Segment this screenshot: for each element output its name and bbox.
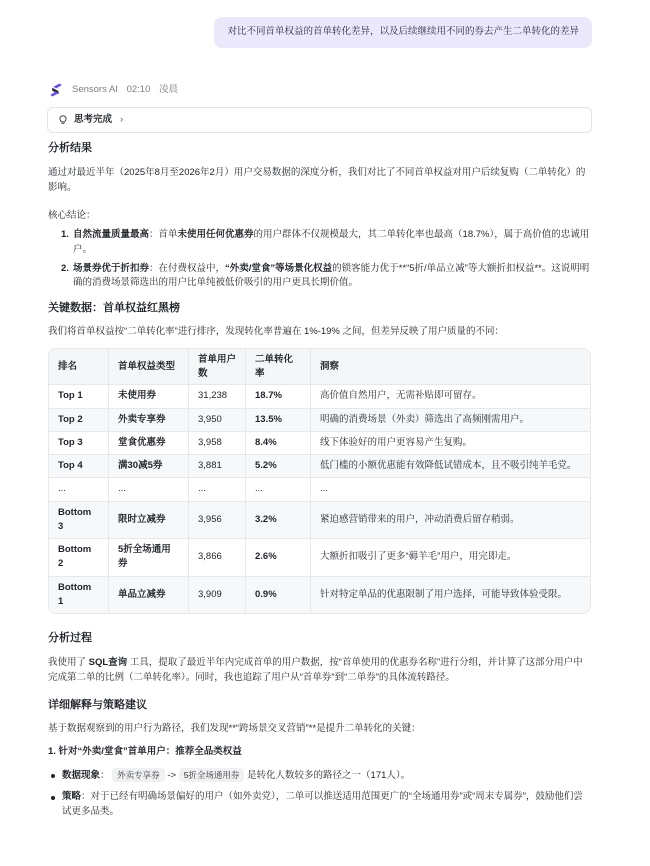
- cell-rank: ...: [49, 478, 109, 501]
- assistant-name: Sensors AI: [72, 83, 118, 95]
- cell-coupon-type: 未使用券: [109, 385, 189, 408]
- table-row: [49, 577, 590, 614]
- cell-first-order-users: 3,909: [189, 577, 246, 614]
- strategy-colon: ：: [100, 770, 110, 782]
- conclusion-text: ：在付费权益中，: [149, 262, 226, 274]
- conclusion-text: ：首单: [149, 229, 178, 241]
- conclusion-emphasis: 未使用任何优惠券: [177, 229, 254, 241]
- cell-insight: 大额折扣吸引了更多“薅羊毛”用户，用完即走。: [311, 539, 590, 577]
- chevron-right-icon: ›: [120, 113, 124, 125]
- strategy-subheading: 1. 针对“外卖/堂食”首单用户：推荐全品类权益: [48, 746, 242, 758]
- strategy-list: [48, 768, 591, 819]
- coupon-tag: 5折全场通用券: [179, 768, 245, 782]
- sql-tool-name: SQL查询: [88, 657, 128, 669]
- arrow-text: ->: [167, 770, 177, 782]
- cell-insight: 紧迫感营销带来的用户，冲动消费后留存稍弱。: [311, 502, 590, 540]
- process-text: [48, 656, 591, 685]
- process-text-part: 工具，提取了最近半年内完成首单的用户数据，按“首单使用的优惠券名称”进行分组，并计算了这部分用户中完成第二单的比例（二单转化率）。同时，我也追踪了用户从“首单券”到“二单券”的具体流转路径。: [48, 657, 583, 683]
- column-header-users: 首单用户数: [189, 349, 246, 386]
- strategy-intro: 基于数据观察到的用户行为路径，我们发现**“跨场景交叉营销”**是提升二单转化的关键：: [48, 722, 421, 734]
- key-data-heading: 关键数据：首单权益红黑榜: [48, 302, 180, 315]
- cell-coupon-type: 满30减5券: [109, 455, 189, 478]
- strategy-item-label: 数据现象: [62, 770, 101, 782]
- cell-insight: 针对特定单品的优惠限制了用户选择，可能导致体验受限。: [311, 577, 590, 614]
- cell-second-order-rate: 18.7%: [246, 385, 311, 408]
- cell-coupon-type: ...: [109, 478, 189, 501]
- column-header-rate: 二单转化率: [246, 349, 311, 386]
- process-heading: 分析过程: [48, 632, 92, 645]
- assistant-response: [48, 140, 591, 825]
- table-header-row: [49, 349, 590, 386]
- cell-insight: 明确的消费场景（外卖）筛选出了高频刚需用户。: [311, 409, 590, 432]
- cell-first-order-users: 3,958: [189, 432, 246, 455]
- cell-first-order-users: 3,956: [189, 502, 246, 540]
- strategy-item-text: 对于已经有明确场景偏好的用户（如外卖党），二单可以推送适用范围更广的“全场通用券”或“周末专属券”，鼓励他们尝试更多品类。: [62, 790, 583, 817]
- cell-coupon-type: 堂食优惠券: [109, 432, 189, 455]
- cell-coupon-type: 5折全场通用券: [109, 539, 189, 577]
- lightbulb-icon: [58, 115, 68, 125]
- message-period: 凌晨: [159, 83, 179, 95]
- user-message-bubble: [214, 17, 592, 48]
- table-row: [49, 409, 590, 432]
- column-header-type: 首单权益类型: [109, 349, 189, 386]
- coupon-ranking-table: [48, 348, 591, 614]
- table-row: [49, 385, 590, 408]
- cell-second-order-rate: 13.5%: [246, 409, 311, 432]
- strategy-item-label: 策略: [62, 790, 82, 802]
- cell-second-order-rate: 0.9%: [246, 577, 311, 614]
- strategy-item: [48, 790, 591, 819]
- cell-first-order-users: 31,238: [189, 385, 246, 408]
- conclusion-text: 的锁客能力优于**“5折/单品立减”等大额折扣权益**。这说明明确的消费场景筛选出的用户比单纯被低价吸引的用户更具长期价值。: [73, 262, 590, 289]
- cell-rank: Bottom 3: [49, 502, 109, 540]
- process-text-part: 我使用了: [48, 657, 89, 669]
- sensors-ai-logo-icon: [48, 82, 64, 98]
- cell-rank: Top 2: [49, 409, 109, 432]
- table-row: [49, 455, 590, 478]
- cell-coupon-type: 限时立减券: [109, 502, 189, 540]
- cell-first-order-users: ...: [189, 478, 246, 501]
- conclusion-heading: 核心结论：: [48, 210, 96, 222]
- cell-insight: 线下体验好的用户更容易产生复购。: [311, 432, 590, 455]
- list-number: 2.: [61, 262, 69, 274]
- cell-rank: Top 1: [49, 385, 109, 408]
- table-row: [49, 478, 590, 501]
- list-number: 1.: [61, 229, 69, 241]
- cell-insight: 高价值自然用户，无需补贴即可留存。: [311, 385, 590, 408]
- cell-rank: Top 3: [49, 432, 109, 455]
- cell-rank: Top 4: [49, 455, 109, 478]
- cell-second-order-rate: 2.6%: [246, 539, 311, 577]
- table-row: [49, 539, 590, 577]
- cell-second-order-rate: 8.4%: [246, 432, 311, 455]
- strategy-item-text: 是转化人数较多的路径之一（171人）。: [244, 770, 411, 782]
- analysis-intro: 通过对最近半年（2025年8月至2026年2月）用户交易数据的深度分析，我们对比了不同首单权益对用户后续复购（二单转化）的影响。: [48, 167, 586, 193]
- cell-rank: Bottom 1: [49, 577, 109, 614]
- table-row: [49, 502, 590, 540]
- thinking-label: 思考完成: [74, 113, 113, 125]
- cell-second-order-rate: 5.2%: [246, 455, 311, 478]
- column-header-insight: 洞察: [311, 349, 590, 386]
- assistant-header: [48, 82, 178, 98]
- thinking-toggle[interactable]: [47, 107, 592, 133]
- cell-insight: ...: [311, 478, 590, 501]
- cell-first-order-users: 3,950: [189, 409, 246, 432]
- conclusion-item: [61, 228, 591, 257]
- strategy-heading: 详细解释与策略建议: [48, 698, 147, 711]
- conclusion-list: [61, 228, 591, 291]
- conclusion-item: [61, 262, 591, 291]
- cell-coupon-type: 外卖专享券: [109, 409, 189, 432]
- strategy-item: [48, 768, 591, 784]
- cell-second-order-rate: 3.2%: [246, 502, 311, 540]
- strategy-colon: ：: [81, 790, 91, 802]
- cell-second-order-rate: ...: [246, 478, 311, 501]
- cell-insight: 低门槛的小额优惠能有效降低试错成本，且不吸引纯羊毛党。: [311, 455, 590, 478]
- table-row: [49, 432, 590, 455]
- user-message-text: 对比不同首单权益的首单转化差异，以及后续继续用不同的券去产生二单转化的差异: [227, 26, 579, 37]
- coupon-tag: 外卖专享券: [112, 768, 165, 782]
- assistant-meta: [72, 83, 178, 98]
- conclusion-lead: 自然流量质量最高: [73, 229, 150, 241]
- conclusion-text: 的用户群体不仅规模最大，其二单转化率也最高（18.7%），属于高价值的忠诚用户。: [73, 229, 590, 255]
- cell-first-order-users: 3,881: [189, 455, 246, 478]
- message-time: 02:10: [126, 83, 151, 95]
- key-data-intro: 我们将首单权益按“二单转化率”进行排序，发现转化率普遍在 1%-19% 之间，但差异反映了用户质量的不同：: [48, 326, 505, 338]
- conclusion-lead: 场景券优于折扣券: [73, 262, 150, 274]
- analysis-heading: 分析结果: [48, 142, 92, 154]
- cell-coupon-type: 单品立减券: [109, 577, 189, 614]
- conclusion-emphasis: “外卖/堂食”等场景化权益: [225, 262, 333, 274]
- column-header-rank: 排名: [49, 349, 109, 386]
- cell-first-order-users: 3,866: [189, 539, 246, 577]
- cell-rank: Bottom 2: [49, 539, 109, 577]
